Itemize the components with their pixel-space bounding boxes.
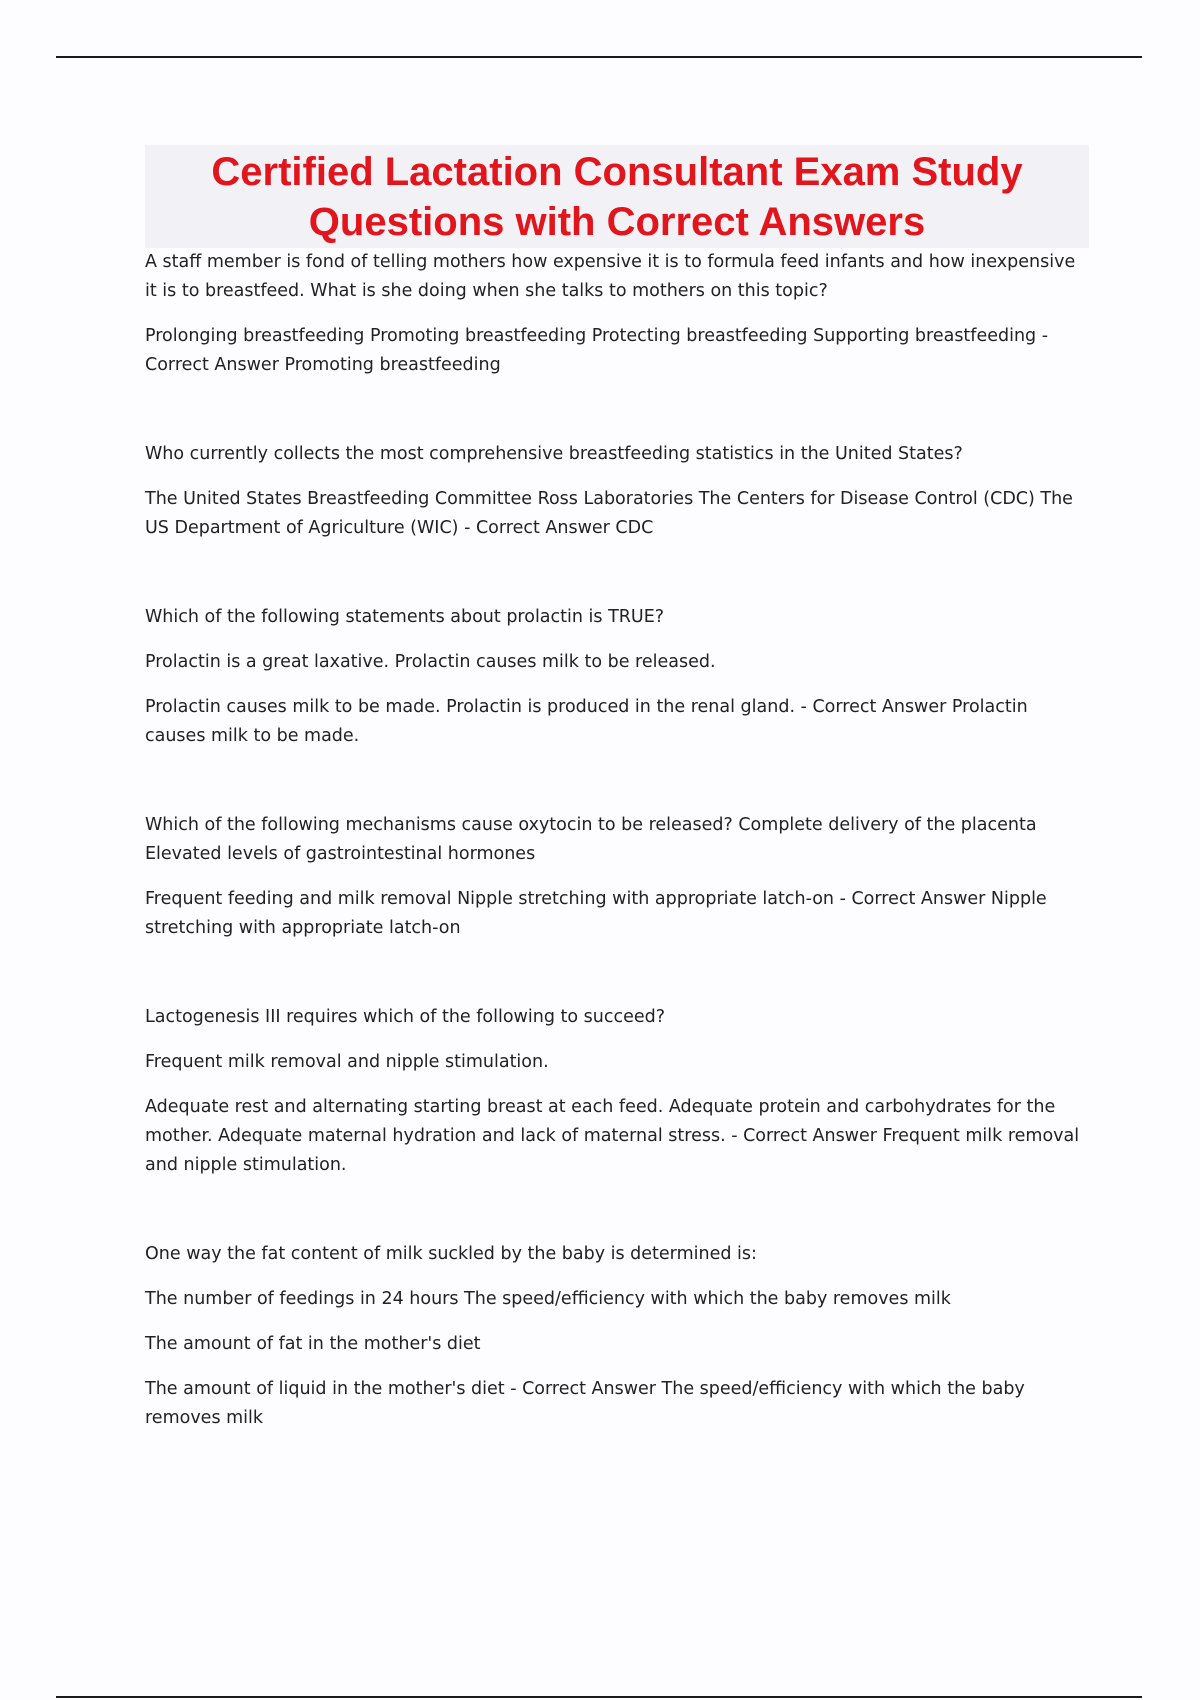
document-body — [145, 248, 1090, 1449]
document-title — [145, 145, 1089, 248]
answer-text: The United States Breastfeeding Committee Ross Laboratories The Centers for Disease Control (CDC) The US Department of Agriculture (WIC) - Correct Answer CDC — [145, 489, 1073, 538]
question-text: One way the fat content of milk suckled by the baby is determined is: — [145, 1244, 757, 1264]
option-text: Prolactin is a great laxative. Prolactin causes milk to be released. — [145, 652, 716, 672]
option-text: The amount of fat in the mother's diet — [145, 1334, 481, 1354]
answer-text: Frequent feeding and milk removal Nipple stretching with appropriate latch-on - Correct Answer Nipple stretching with appropriate latch-on — [145, 889, 1047, 938]
option-text: Frequent milk removal and nipple stimulation. — [145, 1052, 549, 1072]
page-bottom-rule — [56, 1696, 1142, 1698]
question-block-1 — [145, 248, 1090, 380]
question-text: Lactogenesis III requires which of the following to succeed? — [145, 1007, 666, 1027]
question-block-4 — [145, 811, 1090, 943]
answer-text: Adequate rest and alternating starting breast at each feed. Adequate protein and carbohydrates for the mother. Adequate maternal hydration and lack of maternal stress. - Correct Answer Frequent milk removal and nipple stimulation. — [145, 1097, 1080, 1175]
option-text: The number of feedings in 24 hours The speed/efficiency with which the baby removes milk — [145, 1289, 951, 1309]
answer-text: The amount of liquid in the mother's diet - Correct Answer The speed/efficiency with which the baby removes milk — [145, 1379, 1025, 1428]
title-line-1: Certified Lactation Consultant Exam Study — [211, 149, 1023, 194]
question-text: Which of the following statements about prolactin is TRUE? — [145, 607, 665, 627]
question-text: Which of the following mechanisms cause oxytocin to be released? Complete delivery of the placenta Elevated levels of gastrointestinal hormones — [145, 815, 1037, 864]
question-block-6 — [145, 1240, 1090, 1433]
question-block-5 — [145, 1003, 1090, 1180]
answer-text: Prolactin causes milk to be made. Prolactin is produced in the renal gland. - Correct Answer Prolactin causes milk to be made. — [145, 697, 1028, 746]
page-top-rule — [56, 56, 1142, 58]
answer-text: Prolonging breastfeeding Promoting breastfeeding Protecting breastfeeding Supporting breastfeeding - Correct Answer Promoting breastfeeding — [145, 326, 1049, 375]
title-line-2: Questions with Correct Answers — [308, 199, 926, 244]
question-text: A staff member is fond of telling mothers how expensive it is to formula feed infants and how inexpensive it is to breastfeed. What is she doing when she talks to mothers on this topic? — [145, 252, 1076, 301]
question-block-3 — [145, 603, 1090, 751]
question-text: Who currently collects the most comprehensive breastfeeding statistics in the United States? — [145, 444, 963, 464]
question-block-2 — [145, 440, 1090, 543]
